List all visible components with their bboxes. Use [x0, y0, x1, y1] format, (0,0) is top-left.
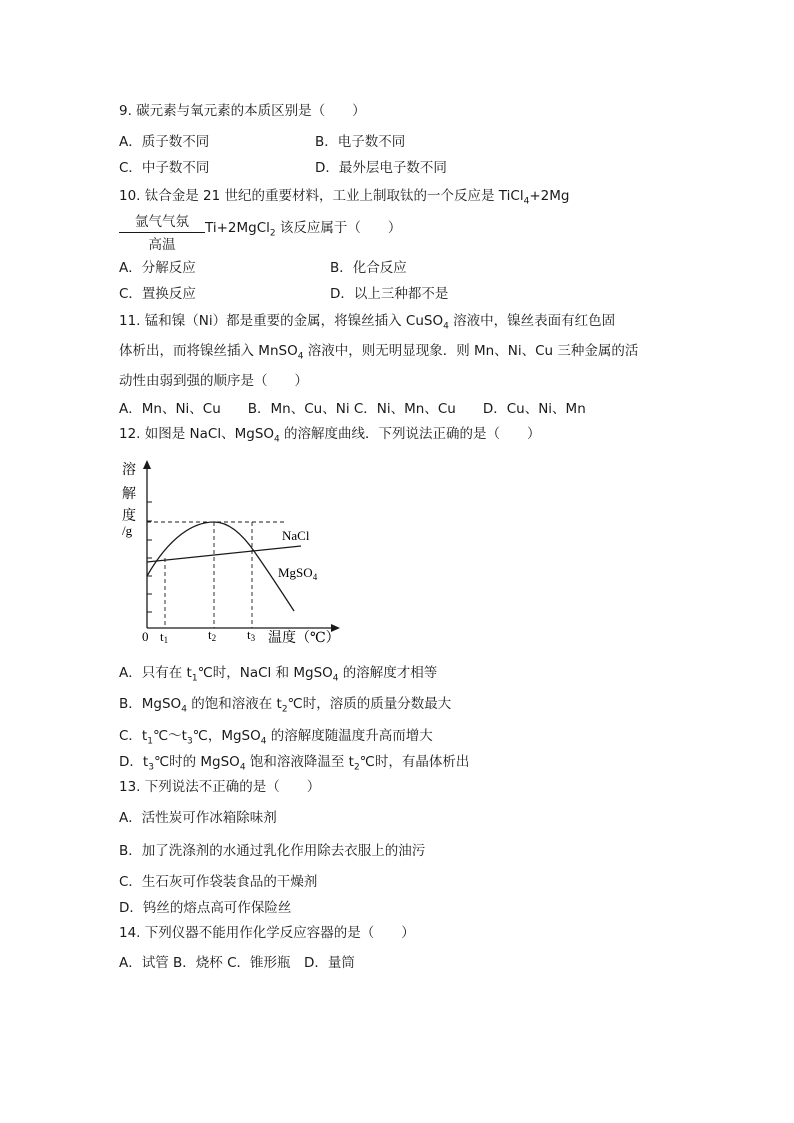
series-mgso4-label: MgSO$_4$	[278, 565, 318, 582]
condition-argon: 氩气气氛	[135, 214, 189, 230]
q14-stem: 14. 下列仪器不能用作化学反应容器的是（ ）	[119, 925, 415, 941]
x-tick-t2: t2	[208, 627, 217, 643]
q13-option-c: C．生石灰可作袋装食品的干燥剂	[119, 874, 318, 890]
q12-option-c: C．$t_1℃\sim t_3℃$，MgSO$_4$ 的溶解度随温度升高而增大	[119, 728, 433, 747]
q11-options: A．Mn、Ni、Cu B．Mn、Cu、Ni C．Ni、Mn、Cu D．Cu、Ni、Mn	[119, 401, 586, 417]
q10-equation-products: Ti+2MgCl$_2$ 该反应属于（ ）	[205, 220, 402, 239]
q9-option-c: C．中子数不同	[119, 160, 210, 176]
solubility-chart	[118, 458, 348, 648]
q12-option-a: A．只有在 $t_1℃$时，NaCl 和 MgSO$_4$ 的溶解度才相等	[119, 665, 438, 684]
q10-option-d: D．以上三种都不是	[330, 286, 449, 302]
ylabel-char-1: 溶	[122, 463, 136, 478]
x-tick-t3: t3	[247, 627, 256, 643]
q12-stem: 12. 如图是 NaCl、MgSO$_4$ 的溶解度曲线．下列说法正确的是（ ）	[119, 426, 541, 445]
xlabel: 温度（℃）	[268, 631, 340, 646]
guide-lines	[147, 522, 286, 628]
ylabel-char-2: 解	[122, 487, 136, 502]
q9-stem: 9. 碳元素与氧元素的本质区别是（ ）	[119, 103, 366, 119]
q14-options: A．试管 B．烧杯 C．锥形瓶 D．量筒	[119, 955, 355, 971]
x-tick-t1: t1	[160, 629, 169, 645]
q10-option-b: B．化合反应	[330, 260, 407, 276]
series-mgso4-line	[147, 522, 294, 611]
q12-option-b: B．MgSO$_4$ 的饱和溶液在 $t_2℃$时，溶质的质量分数最大	[119, 696, 452, 715]
q9-option-d: D．最外层电子数不同	[315, 160, 447, 176]
q11-stem-line3: 动性由弱到强的顺序是（ ）	[119, 373, 308, 389]
ylabel-unit: /g	[122, 523, 133, 538]
y-ticks	[147, 502, 152, 612]
origin-label: 0	[142, 629, 149, 644]
q12-option-d: D．$t_3℃$时的 MgSO$_4$ 饱和溶液降温至 $t_2℃$时，有晶体析出	[119, 754, 470, 773]
q11-stem-line2: 体析出，而将镍丝插入 MnSO$_4$ 溶液中，则无明显现象．则 Mn、Ni、Cu 三种金属的活	[119, 343, 639, 362]
q13-option-d: D．钨丝的熔点高可作保险丝	[119, 900, 292, 916]
q13-stem: 13. 下列说法不正确的是（ ）	[119, 779, 321, 795]
q11-stem-line1: 11. 锰和镍（Ni）都是重要的金属，将镍丝插入 CuSO$_4$ 溶液中，镍丝表面有红色固	[119, 313, 616, 332]
ylabel-char-3: 度	[122, 509, 136, 524]
q10-option-a: A．分解反应	[119, 260, 196, 276]
q9-option-b: B．电子数不同	[315, 134, 406, 150]
q10-option-c: C．置换反应	[119, 286, 196, 302]
q13-option-b: B．加了洗涤剂的水通过乳化作用除去衣服上的油污	[119, 843, 426, 859]
q10-stem: 10. 钛合金是 21 世纪的重要材料，工业上制取钛的一个反应是 TiCl$_4$+2Mg	[119, 188, 570, 207]
q9-option-a: A．质子数不同	[119, 134, 210, 150]
y-axis-arrow-icon	[143, 460, 151, 469]
series-nacl-label: NaCl	[282, 528, 310, 543]
condition-high-temp: 高温	[148, 237, 176, 253]
q13-option-a: A．活性炭可作冰箱除味剂	[119, 810, 277, 826]
series-nacl-line	[147, 546, 301, 562]
